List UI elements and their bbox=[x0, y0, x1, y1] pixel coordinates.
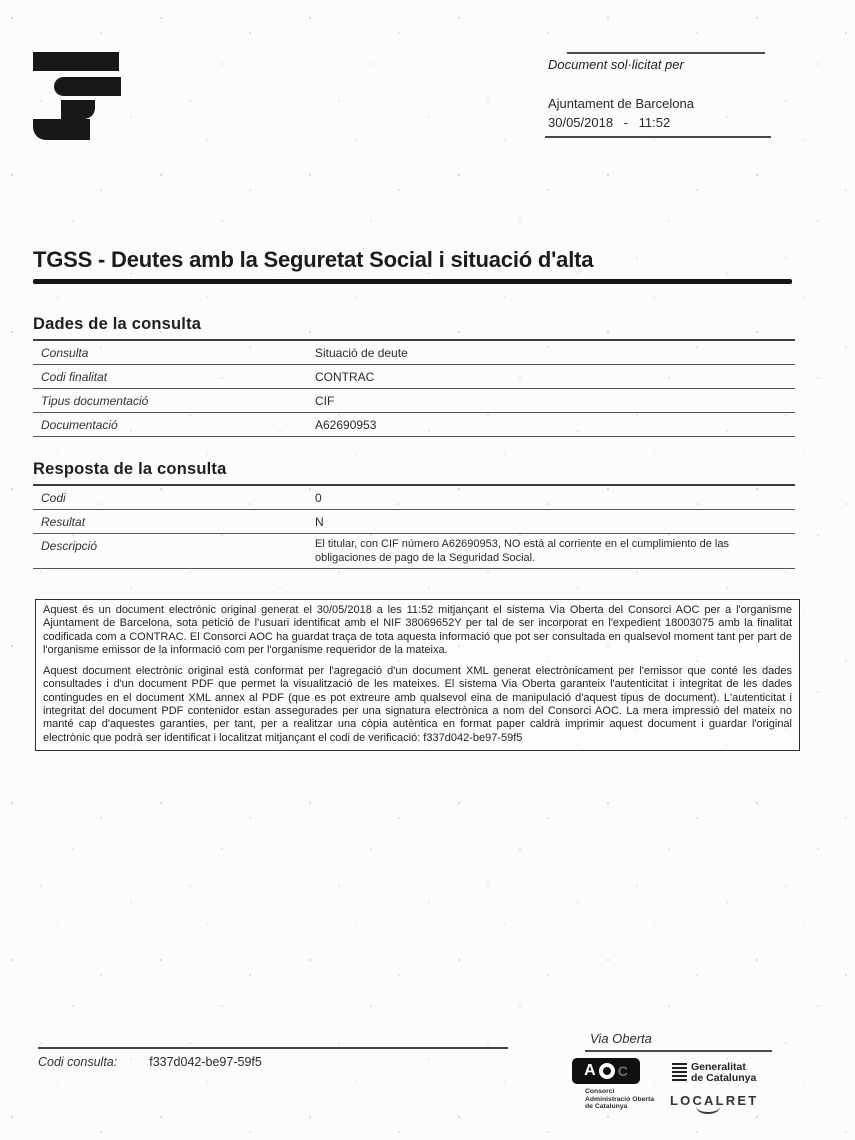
localret-swoosh-icon bbox=[696, 1107, 720, 1114]
aoc-letter-a: A bbox=[584, 1062, 596, 1079]
row-label: Consulta bbox=[41, 346, 89, 360]
aoc-letter-c: C bbox=[617, 1063, 628, 1079]
section-heading: Dades de la consulta bbox=[33, 315, 202, 333]
table-row bbox=[33, 413, 795, 437]
requested-by-label: Document sol·licitat per bbox=[548, 57, 684, 72]
section-heading: Resposta de la consulta bbox=[33, 460, 227, 478]
requester-name: Ajuntament de Barcelona bbox=[548, 96, 694, 111]
generalitat-line: de Catalunya bbox=[691, 1072, 757, 1084]
footer-codi-consulta bbox=[38, 1047, 508, 1069]
codi-consulta-value: f337d042-be97-59f5 bbox=[149, 1055, 262, 1069]
row-value: CIF bbox=[315, 394, 335, 408]
divider bbox=[585, 1050, 772, 1052]
logo-bar bbox=[33, 52, 119, 71]
title-block bbox=[33, 247, 795, 284]
aoc-caption-line: de Catalunya bbox=[585, 1103, 628, 1111]
table-row bbox=[33, 486, 795, 510]
notice-paragraph-2: Aquest document electrònic original està conformat per l'agregació d'un document XML generat electrònicament per l'emissor que conté les dades consultades i d'un document PDF que permet la visualització de les mateixes. El sistema Via Oberta garanteix l'autenticitat i integritat de les dades contingudes en el document XML annex al PDF (que es pot extreure amb qualsevol eina de manipulació d'aquest tipus de document). L'autenticitat i integritat del document PDF contenidor estan assegurades per una signatura electrònica a nom del Consorci AOC. La mera impressió del mateix no manté cap d'aquestes garanties, per tant, per a realitzar una còpia autèntica en format paper caldrà imprimir aquest document i guardar l'original electrònic que podrà ser identificat i localitzat mitjançant el codi de verificació: f337d042-be97-59f5 bbox=[43, 665, 792, 744]
row-label: Tipus documentació bbox=[41, 394, 149, 408]
logo-bar bbox=[33, 119, 90, 140]
generalitat-logo bbox=[672, 1062, 756, 1084]
aoc-logo-icon bbox=[572, 1058, 640, 1084]
localret-label: LOCALRET bbox=[670, 1093, 759, 1108]
row-value: A62690953 bbox=[315, 418, 377, 432]
row-label: Resultat bbox=[41, 515, 86, 529]
divider bbox=[545, 136, 771, 138]
row-value: CONTRAC bbox=[315, 370, 375, 384]
row-value: 0 bbox=[315, 491, 322, 505]
requester-block bbox=[545, 52, 771, 138]
section-resposta-consulta bbox=[33, 460, 795, 569]
aoc-caption bbox=[585, 1088, 654, 1111]
table-row bbox=[33, 341, 795, 365]
notice-paragraph-1: Aquest és un document electrònic original generat el 30/05/2018 a les 11:52 mitjançant el sistema Via Oberta del Consorci AOC per a l'organisme Ajuntament de Barcelona, sota petició de l'usuari identificat amb el NIF 38069652Y per tal de ser incorporat en l'expedient 18003075 amb la finalitat codificada com a CONTRAC. El Consorci AOC ha guardat traça de tota aquesta informació que pot ser consultada en qualsevol moment tant per part de l'organisme emissor de la informació com per l'organisme requeridor de la mateixa. bbox=[43, 604, 792, 656]
aoc-logo bbox=[572, 1058, 654, 1111]
codi-consulta-label: Codi consulta: bbox=[38, 1055, 118, 1069]
request-datetime: 30/05/2018 - 11:52 bbox=[548, 115, 671, 130]
table-row bbox=[33, 510, 795, 534]
table-row bbox=[33, 534, 795, 569]
section-dades-consulta bbox=[33, 315, 795, 437]
aoc-caption-line: Administració Oberta bbox=[585, 1095, 655, 1103]
generalitat-label bbox=[691, 1062, 756, 1084]
row-label: Documentació bbox=[41, 418, 118, 432]
table-row bbox=[33, 365, 795, 389]
title-rule bbox=[33, 279, 792, 284]
via-oberta-label: Via Oberta bbox=[590, 1031, 652, 1046]
logo-bar bbox=[61, 100, 95, 119]
logo-bar bbox=[54, 77, 121, 96]
legal-notice-box bbox=[35, 599, 800, 751]
footer-logos bbox=[558, 1031, 788, 1111]
row-label: Codi finalitat bbox=[41, 370, 108, 384]
row-value: Situació de deute bbox=[315, 346, 408, 360]
row-label: Codi bbox=[41, 491, 66, 505]
row-label: Descripció bbox=[41, 539, 98, 553]
tgss-logo-icon bbox=[33, 52, 123, 142]
row-value: El titular, con CIF número A62690953, NO está al corriente en el cumplimiento de las obligaciones de pago de la Seguridad Social. bbox=[315, 538, 729, 564]
aoc-letter-o-icon bbox=[599, 1063, 615, 1079]
table-row bbox=[33, 389, 795, 413]
generalitat-senyera-icon bbox=[672, 1063, 687, 1083]
localret-logo bbox=[670, 1093, 758, 1108]
generalitat-line: Generalitat bbox=[691, 1061, 746, 1073]
divider bbox=[567, 52, 765, 54]
aoc-caption-line: Consorci bbox=[585, 1088, 615, 1095]
divider bbox=[38, 1047, 508, 1049]
row-value: N bbox=[315, 515, 324, 529]
page-title: TGSS - Deutes amb la Seguretat Social i situació d'alta bbox=[33, 247, 594, 272]
